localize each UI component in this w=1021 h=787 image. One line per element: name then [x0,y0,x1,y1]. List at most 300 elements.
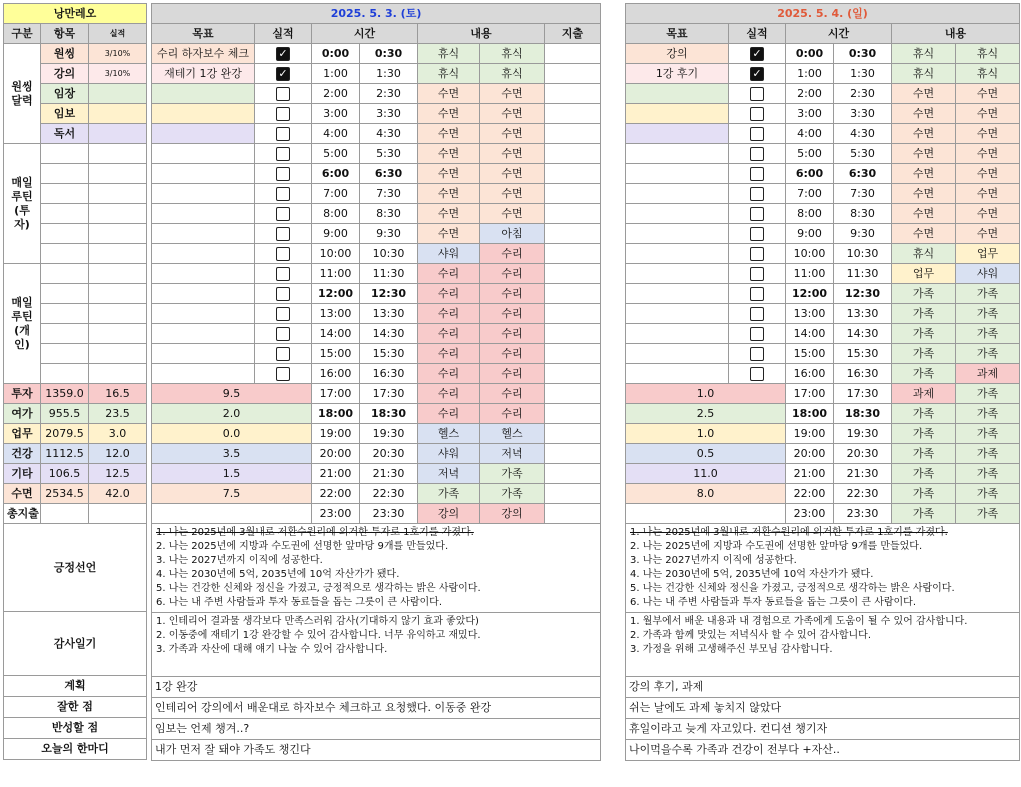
activity-cell[interactable]: 헬스 [418,424,480,444]
time-row [152,264,601,284]
activity-cell[interactable]: 수면 [480,84,545,104]
goal-cell[interactable] [152,344,255,364]
activity-cell[interactable]: 샤워 [418,444,480,464]
time-start: 15:00 [312,344,360,364]
activity-cell[interactable]: 수면 [480,204,545,224]
empty-cell[interactable] [41,304,89,324]
checkbox-empty-icon[interactable] [750,87,764,101]
activity-cell[interactable]: 가족 [892,484,956,504]
checkbox-empty-icon[interactable] [276,327,290,341]
activity-cell[interactable]: 가족 [418,484,480,504]
activity-cell[interactable]: 수면 [892,144,956,164]
activity-cell[interactable]: 수면 [956,204,1020,224]
perf-cell[interactable] [255,264,312,284]
goal-cell[interactable] [626,304,729,324]
goal-cell[interactable] [152,264,255,284]
perf-cell[interactable] [729,304,786,324]
spend-cell[interactable] [545,84,601,104]
spend-cell[interactable] [545,144,601,164]
perf-cell[interactable] [729,164,786,184]
checkbox-empty-icon[interactable] [276,287,290,301]
perf-cell[interactable] [729,84,786,104]
perf-cell[interactable] [255,324,312,344]
activity-cell[interactable]: 휴식 [480,64,545,84]
checkbox-empty-icon[interactable] [750,307,764,321]
goal-cell[interactable] [152,224,255,244]
goal-cell[interactable] [626,84,729,104]
time-start: 11:00 [312,264,360,284]
activity-cell[interactable]: 가족 [956,484,1020,504]
activity-cell[interactable]: 가족 [956,344,1020,364]
goal-cell[interactable] [626,124,729,144]
perf-cell[interactable] [729,364,786,384]
spend-cell[interactable] [545,64,601,84]
plan-text[interactable]: 강의 후기, 과제 [626,677,1020,698]
activity-cell[interactable]: 수면 [480,164,545,184]
activity-cell[interactable]: 수면 [480,184,545,204]
goal-cell[interactable] [152,204,255,224]
activity-cell[interactable]: 수리 [418,384,480,404]
checkbox-empty-icon[interactable] [276,107,290,121]
activity-cell[interactable]: 과제 [892,384,956,404]
activity-cell[interactable]: 수면 [418,144,480,164]
checkbox-checked-icon[interactable]: ✓ [750,67,764,81]
time-row [626,324,1020,344]
empty-cell[interactable] [41,244,89,264]
perf-cell[interactable] [729,44,786,64]
activity-cell[interactable]: 휴식 [418,64,480,84]
reflect-text[interactable]: 임보는 언제 챙겨..? [152,719,601,740]
perf-cell[interactable] [255,144,312,164]
spend-cell[interactable] [545,484,601,504]
wonssing-item-name: 임보 [41,104,89,124]
checkbox-empty-icon[interactable] [276,367,290,381]
perf-cell[interactable] [255,124,312,144]
empty-cell[interactable] [89,204,147,224]
time-row [152,204,601,224]
empty-cell[interactable] [41,364,89,384]
goal-cell[interactable] [626,264,729,284]
spend-cell[interactable] [545,504,601,524]
activity-cell[interactable]: 강의 [480,504,545,524]
activity-cell[interactable]: 수면 [892,164,956,184]
activity-cell[interactable]: 수면 [892,184,956,204]
activity-cell[interactable]: 강의 [418,504,480,524]
gratitude-text [152,613,601,677]
activity-cell[interactable]: 수리 [418,284,480,304]
activity-cell[interactable]: 수면 [892,84,956,104]
spend-cell[interactable] [545,304,601,324]
activity-cell[interactable]: 업무 [892,264,956,284]
activity-cell[interactable]: 가족 [956,444,1020,464]
empty-cell[interactable] [41,164,89,184]
good-text[interactable]: 쉬는 날에도 과제 놓치지 않았다 [626,698,1020,719]
goal-cell[interactable] [626,144,729,164]
goal-cell[interactable] [152,144,255,164]
perf-cell[interactable] [255,364,312,384]
time-start: 2:00 [786,84,834,104]
time-half: 12:30 [360,284,418,304]
empty-cell[interactable] [89,224,147,244]
spend-cell[interactable] [545,284,601,304]
time-start: 1:00 [312,64,360,84]
spend-cell[interactable] [545,424,601,444]
activity-cell[interactable]: 가족 [956,284,1020,304]
checkbox-empty-icon[interactable] [276,207,290,221]
summary-name: 여가 [4,404,41,424]
activity-cell[interactable]: 수리 [418,264,480,284]
activity-cell[interactable]: 휴식 [480,44,545,64]
goal-cell[interactable] [152,364,255,384]
perf-cell[interactable] [729,144,786,164]
empty-cell[interactable] [41,184,89,204]
spend-cell[interactable] [545,164,601,184]
checkbox-empty-icon[interactable] [750,267,764,281]
activity-cell[interactable]: 가족 [956,404,1020,424]
checkbox-empty-icon[interactable] [750,127,764,141]
activity-cell[interactable]: 샤워 [956,264,1020,284]
activity-cell[interactable]: 가족 [956,424,1020,444]
activity-cell[interactable]: 가족 [892,404,956,424]
group-label-routine-invest: 매일루틴(투자) [4,144,41,264]
activity-cell[interactable]: 저녁 [418,464,480,484]
activity-cell[interactable]: 수리 [480,264,545,284]
activity-cell[interactable]: 수면 [956,224,1020,244]
perf-cell[interactable] [255,304,312,324]
activity-cell[interactable]: 수면 [892,224,956,244]
activity-cell[interactable]: 가족 [892,424,956,444]
empty-cell[interactable] [89,504,147,524]
checkbox-checked-icon[interactable]: ✓ [750,47,764,61]
spend-cell[interactable] [545,44,601,64]
empty-cell[interactable] [89,284,147,304]
time-row [626,284,1020,304]
checkbox-empty-icon[interactable] [750,287,764,301]
empty-cell[interactable] [41,224,89,244]
spend-cell[interactable] [545,324,601,344]
activity-cell[interactable]: 가족 [956,384,1020,404]
activity-cell[interactable]: 수면 [418,84,480,104]
goal-cell[interactable]: 재테기 1강 완강 [152,64,255,84]
perf-cell[interactable] [729,104,786,124]
activity-cell[interactable]: 수리 [480,244,545,264]
perf-cell[interactable] [729,264,786,284]
empty-cell[interactable] [89,244,147,264]
activity-cell[interactable]: 수리 [480,364,545,384]
time-half: 17:30 [360,384,418,404]
activity-cell[interactable]: 저녁 [480,444,545,464]
empty-cell[interactable] [89,164,147,184]
activity-cell[interactable]: 가족 [892,464,956,484]
perf-cell[interactable] [255,44,312,64]
activity-cell[interactable]: 수면 [418,184,480,204]
activity-cell[interactable]: 수리 [418,404,480,424]
activity-cell[interactable]: 수리 [480,284,545,304]
perf-cell[interactable] [255,64,312,84]
goal-cell[interactable] [626,344,729,364]
checkbox-empty-icon[interactable] [750,367,764,381]
activity-cell[interactable]: 수면 [892,204,956,224]
goal-cell[interactable]: 1강 후기 [626,64,729,84]
checkbox-empty-icon[interactable] [750,107,764,121]
checkbox-empty-icon[interactable] [276,267,290,281]
perf-cell[interactable] [729,204,786,224]
spend-cell[interactable] [545,204,601,224]
time-row [152,504,601,524]
perf-cell[interactable] [255,344,312,364]
checkbox-empty-icon[interactable] [276,347,290,361]
goal-cell[interactable] [626,244,729,264]
empty-cell[interactable] [89,264,147,284]
checkbox-empty-icon[interactable] [750,347,764,361]
plan-text[interactable]: 1강 완강 [152,677,601,698]
perf-cell[interactable] [255,84,312,104]
activity-cell[interactable]: 가족 [480,484,545,504]
oneword-text[interactable]: 내가 먼저 잘 돼야 가족도 챙긴다 [152,740,601,761]
goal-cell[interactable] [152,324,255,344]
spend-cell[interactable] [545,364,601,384]
summary-row [4,384,147,404]
checkbox-empty-icon[interactable] [276,307,290,321]
empty-cell[interactable] [626,504,786,524]
empty-cell[interactable] [89,364,147,384]
checkbox-empty-icon[interactable] [276,187,290,201]
empty-cell[interactable] [41,204,89,224]
goal-cell[interactable] [152,84,255,104]
empty-cell[interactable] [89,184,147,204]
goal-cell[interactable]: 강의 [626,44,729,64]
goal-cell[interactable] [152,164,255,184]
empty-cell[interactable] [41,284,89,304]
activity-cell[interactable]: 휴식 [892,244,956,264]
spend-cell[interactable] [545,104,601,124]
affirmation-line: 1. 나는 2025년에 3월내로 저환수원리에 의거한 투자로 1호기를 가졌다. [630,527,948,538]
spend-cell[interactable] [545,264,601,284]
time-start: 4:00 [786,124,834,144]
note-row [152,719,601,740]
spend-cell[interactable] [545,464,601,484]
time-half: 1:30 [360,64,418,84]
perf-cell[interactable] [255,204,312,224]
spend-cell[interactable] [545,244,601,264]
day1-date: 2025. 5. 3. (토) [152,4,601,24]
empty-cell[interactable] [152,504,312,524]
goal-cell[interactable] [626,224,729,244]
time-row [626,184,1020,204]
time-row [152,64,601,84]
activity-cell[interactable]: 수리 [418,324,480,344]
goal-cell[interactable] [626,204,729,224]
time-start: 3:00 [786,104,834,124]
perf-cell[interactable] [255,164,312,184]
perf-cell[interactable] [729,344,786,364]
perf-cell[interactable] [729,224,786,244]
checkbox-empty-icon[interactable] [750,147,764,161]
empty-cell[interactable] [89,144,147,164]
goal-cell[interactable] [626,164,729,184]
oneword-text[interactable]: 나이먹을수록 가족과 건강이 전부다 +자산.. [626,740,1020,761]
checkbox-empty-icon[interactable] [276,167,290,181]
good-label: 잘한 점 [4,697,147,718]
checkbox-empty-icon[interactable] [276,247,290,261]
spend-cell[interactable] [545,344,601,364]
activity-cell[interactable]: 수면 [480,104,545,124]
activity-cell[interactable]: 수리 [480,304,545,324]
activity-cell[interactable]: 헬스 [480,424,545,444]
empty-cell[interactable] [41,504,89,524]
activity-cell[interactable]: 가족 [956,324,1020,344]
activity-cell[interactable]: 수리 [418,304,480,324]
activity-cell[interactable]: 수면 [480,124,545,144]
checkbox-empty-icon[interactable] [750,187,764,201]
activity-cell[interactable]: 수면 [956,144,1020,164]
reflect-text[interactable]: 휴일이라고 늦게 자고있다. 컨디션 챙기자 [626,719,1020,740]
checkbox-checked-icon[interactable]: ✓ [276,67,290,81]
good-text[interactable]: 인테리어 강의에서 배운대로 하자보수 체크하고 요청했다. 이동중 완강 [152,698,601,719]
perf-cell[interactable] [255,244,312,264]
spend-cell[interactable] [545,224,601,244]
activity-cell[interactable]: 수면 [956,84,1020,104]
empty-cell[interactable] [41,344,89,364]
summary-row [4,464,147,484]
activity-cell[interactable]: 수면 [892,104,956,124]
activity-cell[interactable]: 가족 [956,464,1020,484]
empty-cell[interactable] [41,144,89,164]
goal-cell[interactable] [152,104,255,124]
goal-cell[interactable] [626,324,729,344]
perf-cell[interactable] [729,64,786,84]
checkbox-empty-icon[interactable] [750,207,764,221]
activity-cell[interactable]: 수리 [480,344,545,364]
goal-cell[interactable] [152,124,255,144]
perf-cell[interactable] [729,284,786,304]
activity-cell[interactable]: 과제 [956,364,1020,384]
checkbox-empty-icon[interactable] [276,87,290,101]
spend-cell[interactable] [545,444,601,464]
activity-cell[interactable]: 가족 [892,284,956,304]
summary-hours: 1.0 [626,424,786,444]
goal-cell[interactable]: 수리 하자보수 체크 [152,44,255,64]
checkbox-empty-icon[interactable] [276,227,290,241]
activity-cell[interactable]: 수리 [480,324,545,344]
checkbox-empty-icon[interactable] [750,247,764,261]
goal-cell[interactable] [152,304,255,324]
perf-cell[interactable] [255,104,312,124]
time-half: 12:30 [834,284,892,304]
goal-cell[interactable] [626,184,729,204]
activity-cell[interactable]: 가족 [956,304,1020,324]
checkbox-empty-icon[interactable] [276,147,290,161]
checkbox-empty-icon[interactable] [750,227,764,241]
activity-cell[interactable]: 휴식 [892,44,956,64]
activity-cell[interactable]: 수면 [418,204,480,224]
spend-cell[interactable] [545,404,601,424]
time-start: 23:00 [312,504,360,524]
time-row [152,424,601,444]
checkbox-empty-icon[interactable] [276,127,290,141]
activity-cell[interactable]: 휴식 [892,64,956,84]
activity-cell[interactable]: 수리 [418,344,480,364]
activity-cell[interactable]: 업무 [956,244,1020,264]
activity-cell[interactable]: 수면 [418,104,480,124]
activity-cell[interactable]: 가족 [956,504,1020,524]
activity-cell[interactable]: 휴식 [418,44,480,64]
time-half: 8:30 [360,204,418,224]
activity-cell[interactable]: 수면 [956,184,1020,204]
activity-cell[interactable]: 가족 [892,504,956,524]
activity-cell[interactable]: 휴식 [956,44,1020,64]
perf-cell[interactable] [255,184,312,204]
goal-cell[interactable] [152,284,255,304]
time-half: 9:30 [834,224,892,244]
activity-cell[interactable]: 수면 [418,124,480,144]
empty-cell[interactable] [89,324,147,344]
perf-cell[interactable] [729,184,786,204]
empty-cell[interactable] [89,304,147,324]
spend-cell[interactable] [545,184,601,204]
activity-cell[interactable]: 수리 [480,384,545,404]
activity-cell[interactable]: 수면 [956,164,1020,184]
goal-cell[interactable] [626,364,729,384]
activity-cell[interactable]: 수면 [418,164,480,184]
gratitude-line: 3. 가정을 위해 고생해주신 부모님 감사합니다. [630,644,833,655]
time-start: 12:00 [786,284,834,304]
spend-cell[interactable] [545,124,601,144]
checkbox-empty-icon[interactable] [750,167,764,181]
gratitude-line: 3. 가족과 자산에 대해 얘기 나눌 수 있어 감사합니다. [156,644,388,655]
time-half: 19:30 [834,424,892,444]
activity-cell[interactable]: 수면 [892,124,956,144]
time-half: 9:30 [360,224,418,244]
time-half: 5:30 [834,144,892,164]
activity-cell[interactable]: 수리 [418,364,480,384]
time-half: 10:30 [360,244,418,264]
empty-cell[interactable] [89,344,147,364]
activity-cell[interactable]: 샤워 [418,244,480,264]
time-half: 11:30 [834,264,892,284]
activity-cell[interactable]: 휴식 [956,64,1020,84]
activity-cell[interactable]: 수면 [480,144,545,164]
activity-cell[interactable]: 가족 [892,324,956,344]
spend-cell[interactable] [545,384,601,404]
checkbox-checked-icon[interactable]: ✓ [276,47,290,61]
activity-cell[interactable]: 아침 [480,224,545,244]
goal-cell[interactable] [152,244,255,264]
activity-cell[interactable]: 가족 [892,444,956,464]
goal-cell[interactable] [626,104,729,124]
perf-cell[interactable] [729,324,786,344]
activity-cell[interactable]: 가족 [892,344,956,364]
activity-cell[interactable]: 수면 [956,104,1020,124]
activity-cell[interactable]: 수리 [480,404,545,424]
activity-cell[interactable]: 수면 [956,124,1020,144]
empty-cell[interactable] [41,264,89,284]
checkbox-empty-icon[interactable] [750,327,764,341]
perf-cell[interactable] [255,224,312,244]
activity-cell[interactable]: 가족 [892,364,956,384]
time-row [152,404,601,424]
empty-cell[interactable] [41,324,89,344]
activity-cell[interactable]: 가족 [892,304,956,324]
goal-cell[interactable] [152,184,255,204]
activity-cell[interactable]: 수면 [418,224,480,244]
perf-cell[interactable] [255,284,312,304]
goal-cell[interactable] [626,284,729,304]
time-half: 20:30 [360,444,418,464]
perf-cell[interactable] [729,124,786,144]
perf-cell[interactable] [729,244,786,264]
activity-cell[interactable]: 가족 [480,464,545,484]
